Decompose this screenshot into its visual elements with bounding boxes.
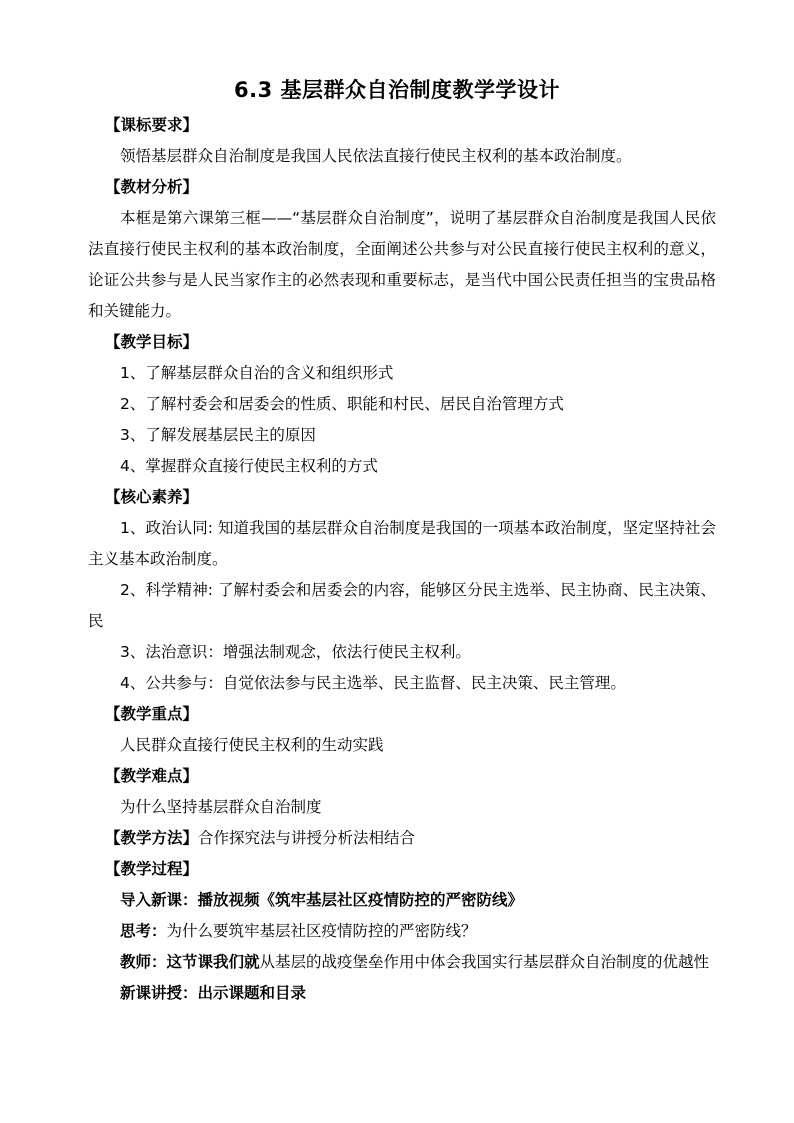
section-heading-textbook: 【教材分析】 <box>105 178 199 196</box>
intro-line: 导入新课：播放视频《筑牢基层社区疫情防控的严密防线》 <box>120 891 524 909</box>
teacher-text: 从基层的战疫堡垒作用中体会我国实行基层群众自治制度的优越性 <box>259 953 710 971</box>
section-heading-process: 【教学过程】 <box>105 860 199 878</box>
section-heading-method: 【教学方法】 <box>105 829 199 847</box>
key-point-text: 人民群众直接行使民主权利的生动实践 <box>120 736 384 754</box>
document-body <box>88 110 716 1009</box>
literacy-item-1: 1、政治认同: 知道我国的基层群众自治制度是我国的一项基本政治制度，坚定坚持社会主义基本政治制度。 <box>88 519 716 568</box>
think-text: 为什么要筑牢基层社区疫情防控的严密防线？ <box>166 922 477 940</box>
textbook-analysis-text: 本框是第六课第三框——“基层群众自治制度”，说明了基层群众自治制度是我国人民依法直接行使民主权利的基本政治制度，全面阐述公共参与对公民直接行使民主权利的意义，论证公共参与是人民当家作主的必然表现和重要标志，是当代中国公民责任担当的宝贵品格和关键能力。 <box>88 209 716 320</box>
difficulty-text: 为什么坚持基层群众自治制度 <box>120 798 322 816</box>
method-text: 合作探究法与讲授分析法相结合 <box>198 829 416 847</box>
teacher-label: 教师：这节课我们就 <box>120 953 260 971</box>
curriculum-text: 领悟基层群众自治制度是我国人民依法直接行使民主权利的基本政治制度。 <box>120 147 632 165</box>
section-heading-difficulty: 【教学难点】 <box>105 767 199 785</box>
literacy-item-4: 4、公共参与：自觉依法参与民主选举、民主监督、民主决策、民主管理。 <box>120 674 626 692</box>
section-heading-key-point: 【教学重点】 <box>105 705 199 723</box>
think-line <box>88 916 716 947</box>
goal-item-2: 2、了解村委会和居委会的性质、职能和村民、居民自治管理方式 <box>120 395 564 413</box>
literacy-item-3: 3、法治意识：增强法制观念，依法行使民主权利。 <box>120 643 471 661</box>
section-heading-goals: 【教学目标】 <box>105 333 199 351</box>
new-lesson-line: 新课讲授：出示课题和目录 <box>120 984 307 1002</box>
think-label: 思考： <box>120 922 167 940</box>
section-heading-literacy: 【核心素养】 <box>105 488 199 506</box>
goal-item-3: 3、了解发展基层民主的原因 <box>120 426 316 444</box>
section-heading-curriculum: 【课标要求】 <box>105 116 199 134</box>
teacher-line <box>88 947 716 978</box>
page-title: 6.3 基层群众自治制度教学学设计 <box>233 78 560 102</box>
method-line <box>88 823 716 854</box>
literacy-item-2: 2、科学精神: 了解村委会和居委会的内容，能够区分民主选举、民主协商、民主决策、民 <box>88 581 716 630</box>
goal-item-1: 1、了解基层群众自治的含义和组织形式 <box>120 364 394 382</box>
goal-item-4: 4、掌握群众直接行使民主权利的方式 <box>120 457 378 475</box>
